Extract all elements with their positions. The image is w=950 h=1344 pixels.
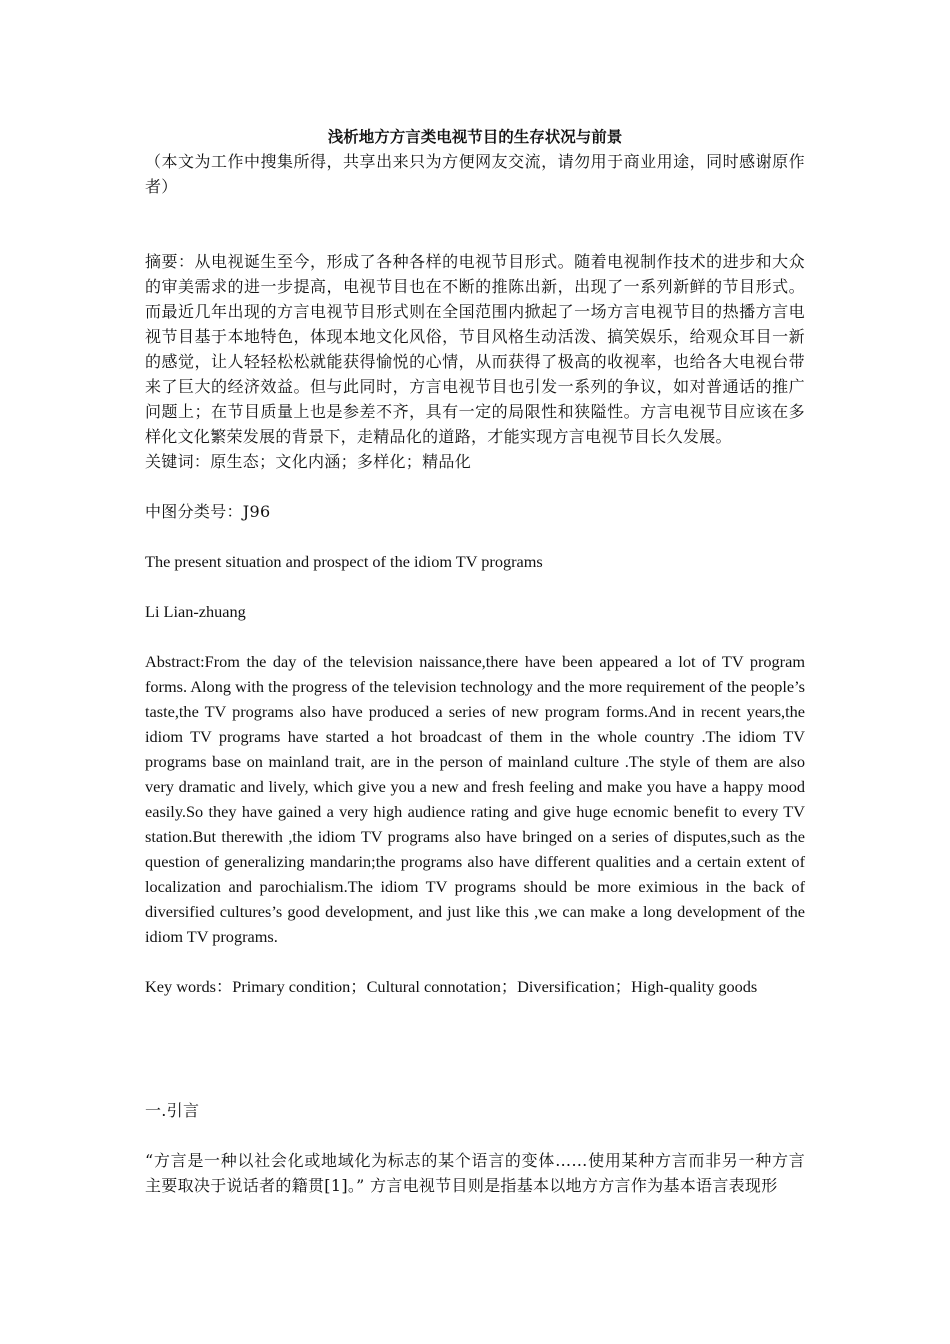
source-note: （本文为工作中搜集所得，共享出来只为方便网友交流，请勿用于商业用途，同时感谢原作者）	[145, 152, 805, 196]
spacer	[145, 574, 805, 599]
spacer	[145, 1123, 805, 1148]
classification-number: 中图分类号：J96	[145, 502, 271, 521]
document-title: 浅析地方方言类电视节目的生存状况与前景	[327, 127, 623, 146]
section-heading: 一.引言	[145, 1101, 200, 1120]
spacer	[145, 524, 805, 549]
chinese-abstract: 摘要：从电视诞生至今，形成了各种各样的电视节目形式。随着电视制作技术的进步和大众的审美需求的进一步提高，电视节目也在不断的推陈出新，出现了一系列新鲜的节目形式。而最近几年出现的方言电视节目形式则在全国范围内掀起了一场方言电视节目的热播方言电视节目基于本地特色，体现本地文化风俗，节目风格生动活泼、搞笑娱乐，给观众耳目一新的感觉，让人轻轻松松就能获得愉悦的心情，从而获得了极高的收视率，也给各大电视台带来了巨大的经济效益。但与此同时，方言电视节目也引发一系列的争议，如对普通话的推广问题上；在节目质量上也是参差不齐，具有一定的局限性和狭隘性。方言电视节目应该在多样化文化繁荣发展的背景下，走精品化的道路，才能实现方言电视节目长久发展。	[145, 252, 805, 446]
author-name: Li Lian-zhuang	[145, 602, 246, 621]
document-body	[145, 124, 805, 1198]
english-abstract: Abstract:From the day of the television naissance,there have been appeared a lot of TV program forms. Along with the progress of the television technology and the more requirement of the people’s taste,the TV programs also have produced a series of new program forms.And in recent years,the idiom TV programs have started a hot broadcast of them in the whole country .The idiom TV programs base on mainland trait, are in the person of mainland culture .The style of them are also very dramatic and lively, which give you a new and fresh feeling and make you have a happy mood easily.So they have gained a very high audience rating and give huge ecnomic benefit to every TV station.But therewith ,the idiom TV programs also have bringed on a series of disputes,such as the question of generalizing mandarin;the programs also have different qualities and a certain extent of localization and parochialism.The idiom TV programs should be more eximious in the back of diversified cultures’s good development, and just like this ,we can make a long development of the idiom TV programs.	[145, 652, 805, 946]
spacer	[145, 999, 805, 1098]
spacer	[145, 474, 805, 499]
introduction-paragraph: “方言是一种以社会化或地域化为标志的某个语言的变体……使用某种方言而非另一种方言主要取决于说话者的籍贯[1]。” 方言电视节目则是指基本以地方方言作为基本语言表现形	[145, 1151, 805, 1195]
spacer	[145, 949, 805, 974]
chinese-keywords: 关键词：原生态；文化内涵；多样化；精品化	[145, 452, 472, 471]
english-title: The present situation and prospect of the idiom TV programs	[145, 552, 543, 571]
english-keywords: Key words：Primary condition；Cultural connotation；Diversification；High-quality goods	[145, 977, 758, 996]
spacer	[145, 624, 805, 649]
spacer	[145, 199, 805, 249]
